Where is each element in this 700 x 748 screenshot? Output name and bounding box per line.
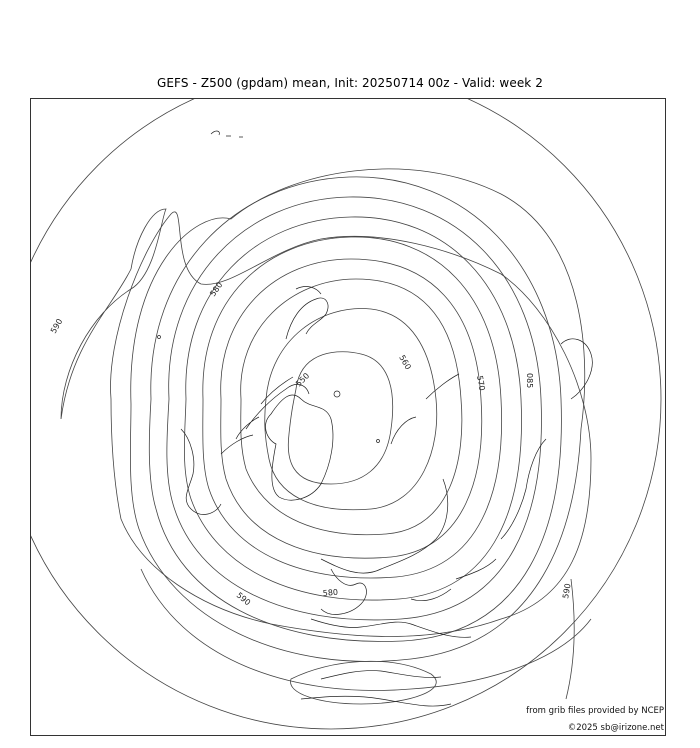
contour-label-580-e: 085	[525, 373, 534, 389]
coast-europe	[321, 559, 496, 614]
coast-eurasia	[321, 374, 459, 573]
coast-pacific-islands	[211, 131, 243, 137]
coast-greenland	[266, 395, 333, 500]
contour-568	[184, 217, 521, 600]
coast-alaska	[286, 287, 328, 339]
contour-576	[149, 177, 561, 642]
contour-label-590-se: 590	[561, 582, 573, 600]
contour-564	[203, 237, 502, 578]
coast-east-asia	[501, 339, 592, 539]
contour-580	[130, 169, 584, 662]
map-title: GEFS - Z500 (gpdam) mean, Init: 20250714 00z - Valid: week 2	[156, 76, 544, 90]
contour-label-590-w: 590	[48, 317, 65, 335]
contour-label-570: 570	[475, 374, 487, 392]
contour-label-550: 550	[294, 371, 312, 389]
contour-560	[221, 259, 482, 558]
contour-572	[167, 197, 542, 620]
contour-590	[61, 209, 166, 419]
coast-mediterranean	[311, 619, 471, 679]
coast-east-canada	[181, 429, 221, 514]
credit-copyright: ©2025 sb@irizone.net	[567, 723, 664, 733]
contour-label-580-nw: 580	[208, 280, 225, 299]
contour-556	[241, 279, 462, 535]
contour-588	[111, 212, 591, 637]
contour-label-580-s: 580	[322, 587, 339, 598]
map-panel	[30, 98, 666, 736]
contour-590-south	[141, 569, 591, 691]
contour-label-560: 560	[397, 353, 413, 372]
island-dot	[377, 440, 380, 443]
credit-data-source: from grib files provided by NCEP	[526, 706, 664, 716]
contour-552	[265, 309, 437, 510]
island-dot	[334, 391, 340, 397]
polar-map	[31, 99, 666, 736]
island-dot	[158, 336, 161, 339]
contour-label-590-sw: 590	[234, 590, 253, 608]
